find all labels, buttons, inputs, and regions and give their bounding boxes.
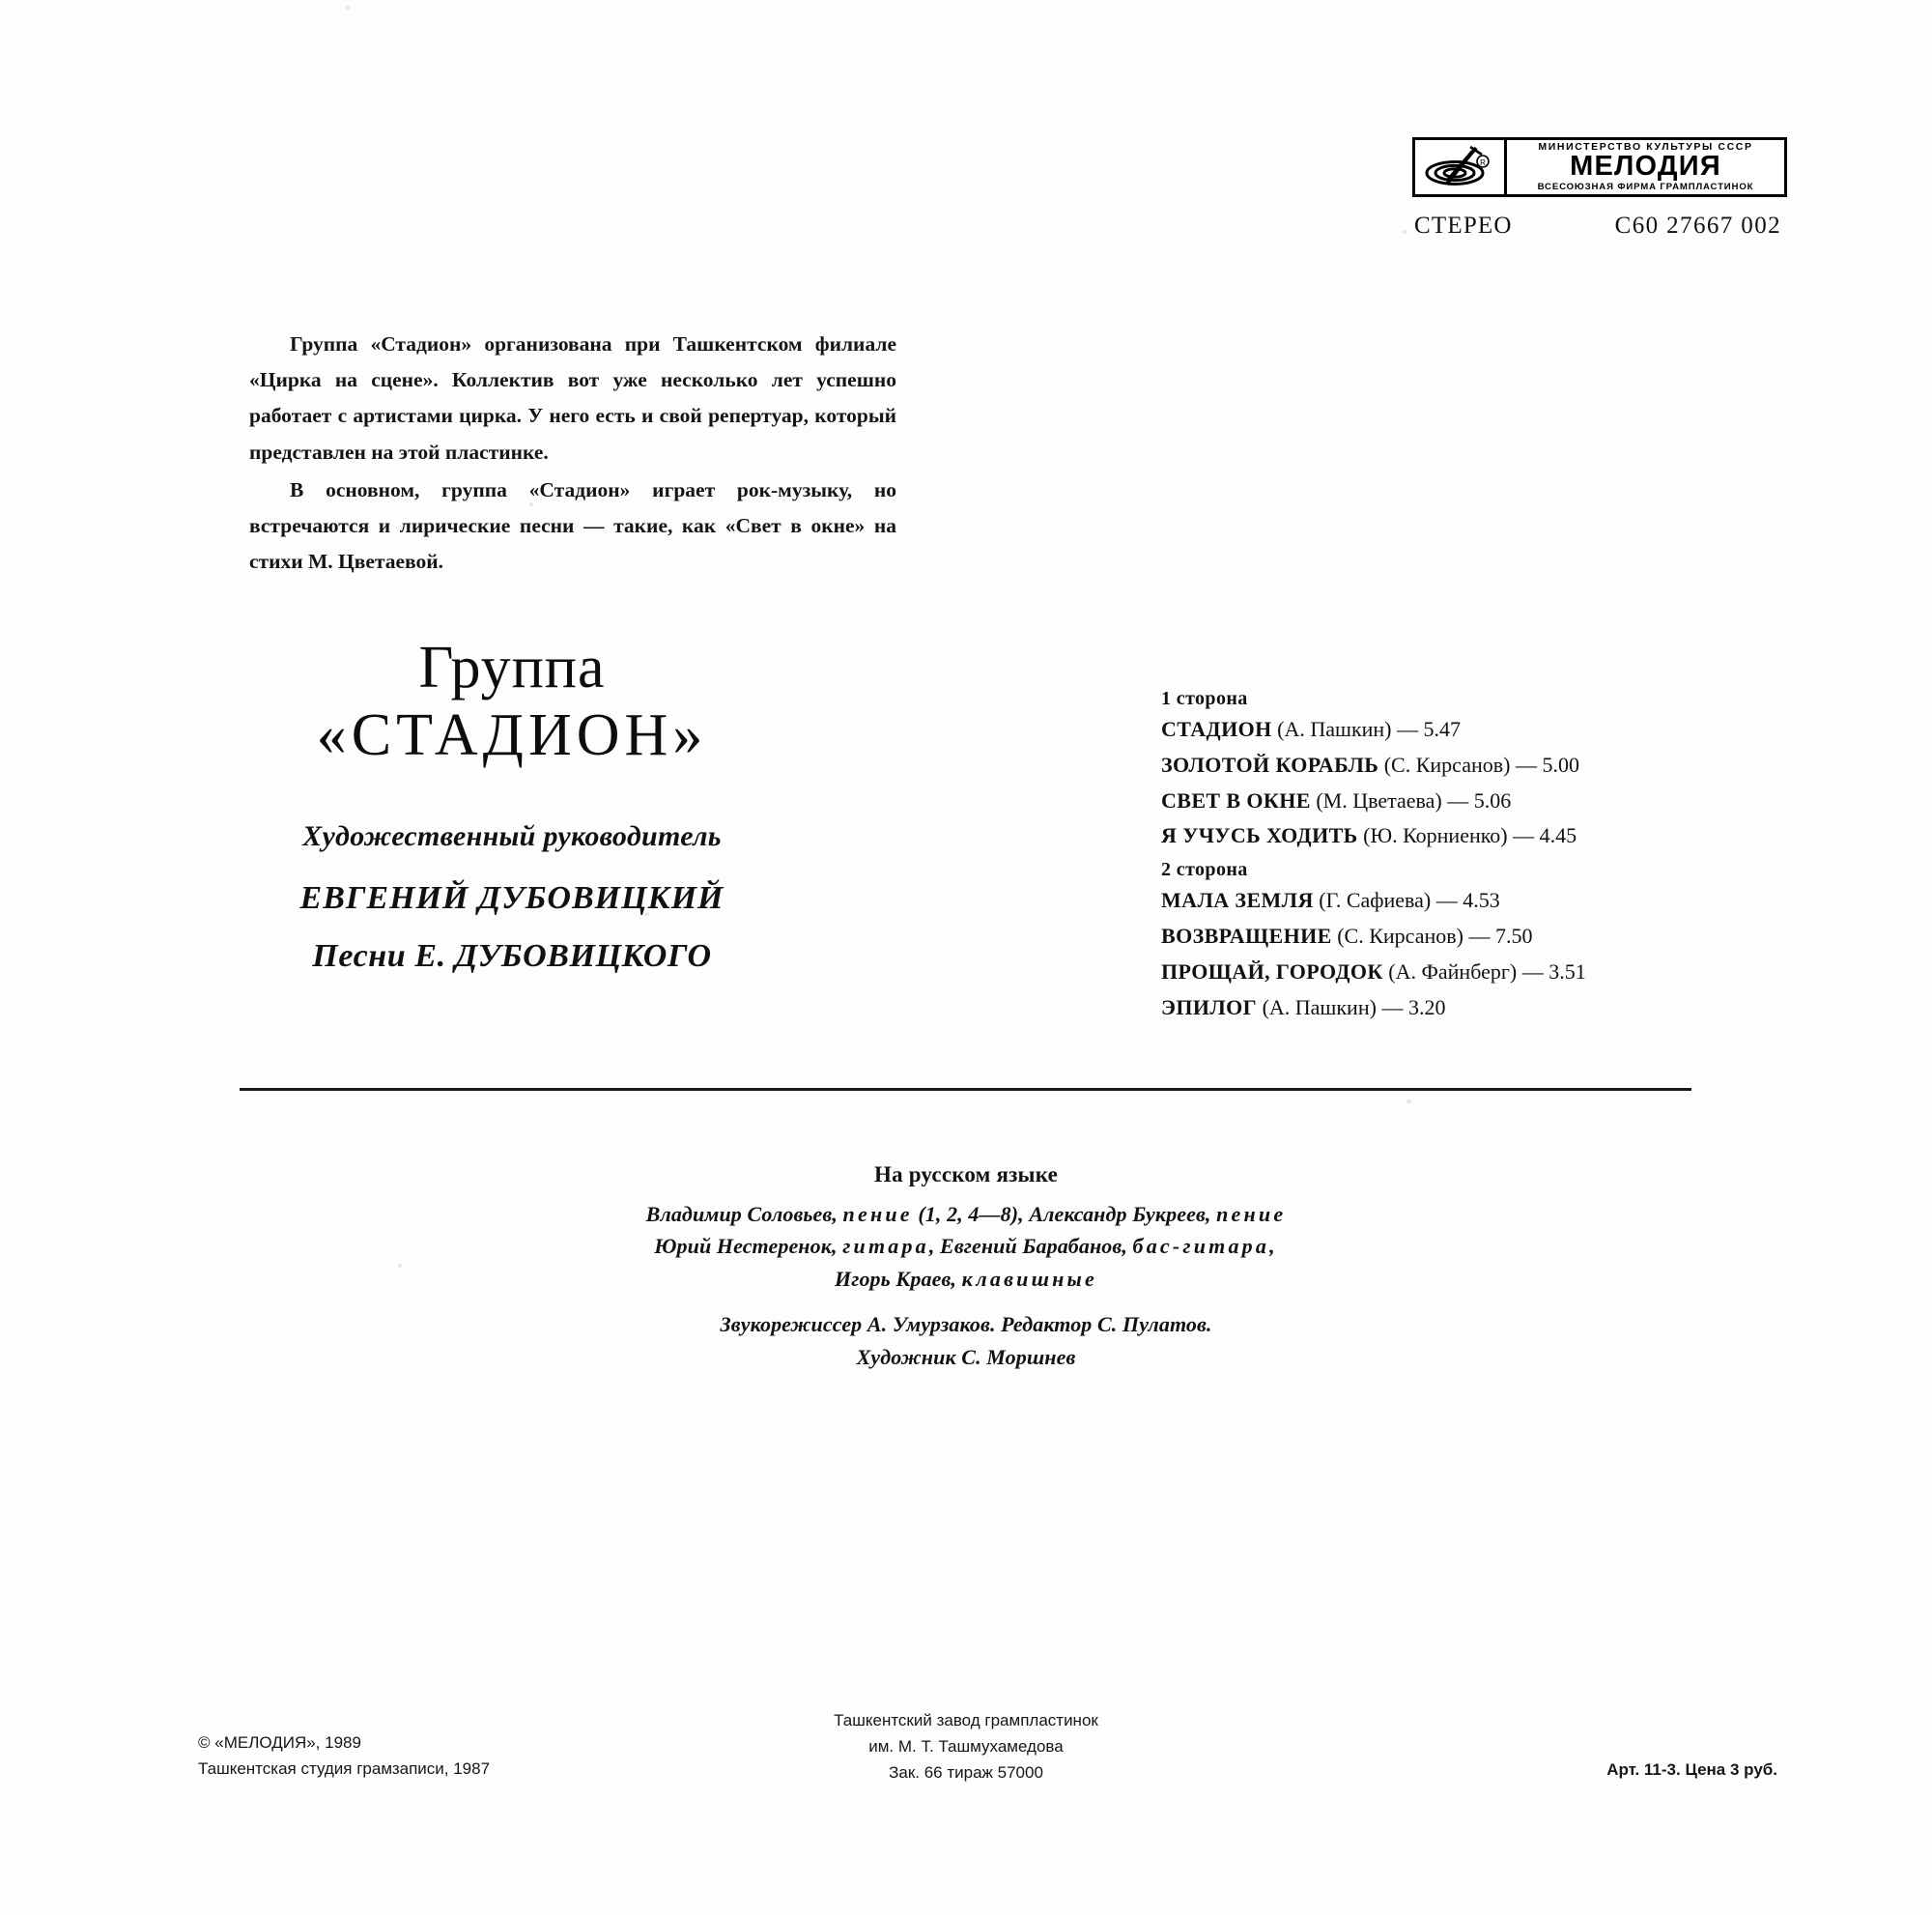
- track-row: [1161, 995, 1702, 1021]
- track-row: [1161, 924, 1702, 950]
- track-author: (М. Цветаева): [1316, 787, 1442, 813]
- performers-line-2: [0, 1230, 1932, 1262]
- liner-notes-paragraph-1: Группа «Стадион» организована при Ташкентском филиале «Цирка на сцене». Коллектив вот уже несколько лет успешно работает с артистами цирка. У него есть и свой репертуар, который представлен на этой пластинке.: [249, 332, 896, 464]
- track-title: МАЛА ЗЕМЛЯ: [1161, 888, 1314, 913]
- language-note: На русском языке: [874, 1162, 1058, 1186]
- stereo-label: СТЕРЕО: [1414, 213, 1513, 239]
- designer-line: Художник С. Моршнев: [856, 1344, 1076, 1369]
- paper-speck: [1403, 230, 1407, 234]
- svg-text:R: R: [1480, 158, 1486, 167]
- track-row: [1161, 717, 1702, 743]
- catalog-row: [1412, 213, 1787, 240]
- track-author: (А. Пашкин): [1262, 994, 1377, 1019]
- track-duration: — 5.47: [1397, 717, 1462, 741]
- album-title-block: [184, 635, 840, 975]
- vocalist-1-tracks: (1, 2, 4—8), Александр Букреев,: [918, 1202, 1211, 1226]
- track-duration: — 3.20: [1381, 994, 1446, 1019]
- keyboardist-role: клавишные: [961, 1266, 1097, 1291]
- album-title-line-1: Группа: [418, 635, 606, 700]
- artistic-director-role: Художественный руководитель: [302, 819, 722, 852]
- tracklist: [1161, 688, 1702, 1031]
- track-author: (С. Кирсанов): [1383, 752, 1511, 777]
- track-row: [1161, 788, 1702, 815]
- track-title: СТАДИОН: [1161, 717, 1272, 741]
- track-duration: — 4.45: [1513, 823, 1577, 848]
- melodiya-label-block: [1412, 137, 1787, 240]
- track-author: (А. Файнберг): [1388, 958, 1518, 984]
- track-author: (Г. Сафиева): [1319, 888, 1432, 913]
- liner-notes: [249, 327, 896, 580]
- track-author: (С. Кирсанов): [1337, 924, 1463, 949]
- performers-line-1: [0, 1198, 1932, 1230]
- melodiya-brand: МЕЛОДИЯ: [1570, 151, 1721, 183]
- track-title: ЗОЛОТОЙ КОРАБЛЬ: [1161, 752, 1379, 777]
- performers-block: [0, 1162, 1932, 1373]
- track-row: [1161, 753, 1702, 779]
- vocalist-1-role: пение: [842, 1202, 913, 1226]
- vocalist-2-role: пение: [1216, 1202, 1287, 1226]
- catalog-number: С60 27667 002: [1614, 213, 1781, 239]
- pressing-plant-line-2: им. М. Т. Ташмухамедова: [868, 1736, 1064, 1756]
- liner-notes-paragraph-2: В основном, группа «Стадион» играет рок-музыку, но встречаются и лирические песни — такие, как «Свет в окне» на стихи М. Цветаевой.: [249, 477, 896, 574]
- track-row: [1161, 959, 1702, 986]
- album-title-line-2: «СТАДИОН»: [316, 702, 708, 769]
- artistic-director-name: ЕВГЕНИЙ ДУБОВИЦКИЙ: [299, 879, 724, 916]
- side-1-heading: 1 сторона: [1161, 688, 1248, 709]
- horizontal-divider: [240, 1088, 1691, 1091]
- track-duration: — 5.06: [1447, 787, 1512, 813]
- union-firm-line: ВСЕСОЮЗНАЯ ФИРМА ГРАМПЛАСТИНОК: [1537, 181, 1754, 192]
- sleeve-footer: [0, 1708, 1932, 1824]
- track-title: ЭПИЛОГ: [1161, 994, 1258, 1019]
- guitarist-name: Юрий Нестеренок,: [654, 1234, 838, 1259]
- track-title: СВЕТ В ОКНЕ: [1161, 787, 1311, 813]
- ministry-line: МИНИСТЕРСТВО КУЛЬТУРЫ СССР: [1538, 140, 1753, 153]
- guitarist-role: гитара: [842, 1234, 929, 1259]
- songs-author-credit: Песни Е. ДУБОВИЦКОГО: [312, 937, 712, 974]
- bassist-role: бас-гитара,: [1132, 1234, 1278, 1259]
- melodiya-tonearm-record-icon: [1415, 140, 1507, 194]
- melodiya-logo-frame: [1412, 137, 1787, 197]
- track-author: (А. Пашкин): [1277, 717, 1392, 741]
- keyboardist-name: Игорь Краев,: [835, 1266, 957, 1291]
- recording-studio-line: Ташкентская студия грамзаписи, 1987: [198, 1758, 491, 1778]
- track-duration: — 7.50: [1468, 924, 1533, 949]
- bassist-name: , Евгений Барабанов,: [928, 1234, 1127, 1259]
- pressing-plant-line-1: Ташкентский завод грампластинок: [834, 1711, 1098, 1729]
- order-and-print-run: Зак. 66 тираж 57000: [889, 1762, 1043, 1782]
- performers-line-3: [0, 1263, 1932, 1295]
- track-row: [1161, 888, 1702, 914]
- track-duration: — 4.53: [1435, 888, 1500, 913]
- track-duration: — 3.51: [1521, 958, 1586, 984]
- track-title: Я УЧУСЬ ХОДИТЬ: [1161, 823, 1358, 848]
- track-title: ВОЗВРАЩЕНИЕ: [1161, 924, 1332, 949]
- track-title: ПРОЩАЙ, ГОРОДОК: [1161, 958, 1383, 984]
- price-line: Арт. 11-3. Цена 3 руб.: [1606, 1760, 1777, 1779]
- copyright-line: © «МЕЛОДИЯ», 1989: [198, 1733, 361, 1752]
- paper-speck: [1406, 1100, 1411, 1103]
- sound-engineer-editor-line: Звукорежиссер А. Умурзаков. Редактор С. Пулатов.: [720, 1312, 1212, 1337]
- track-row: [1161, 823, 1702, 849]
- track-duration: — 5.00: [1515, 752, 1579, 777]
- side-2-heading: 2 сторона: [1161, 859, 1248, 881]
- track-author: (Ю. Корниенко): [1363, 823, 1508, 848]
- vocalist-1-name: Владимир Соловьев,: [645, 1202, 838, 1226]
- melodiya-wordmark: [1507, 140, 1784, 194]
- paper-speck: [346, 6, 350, 10]
